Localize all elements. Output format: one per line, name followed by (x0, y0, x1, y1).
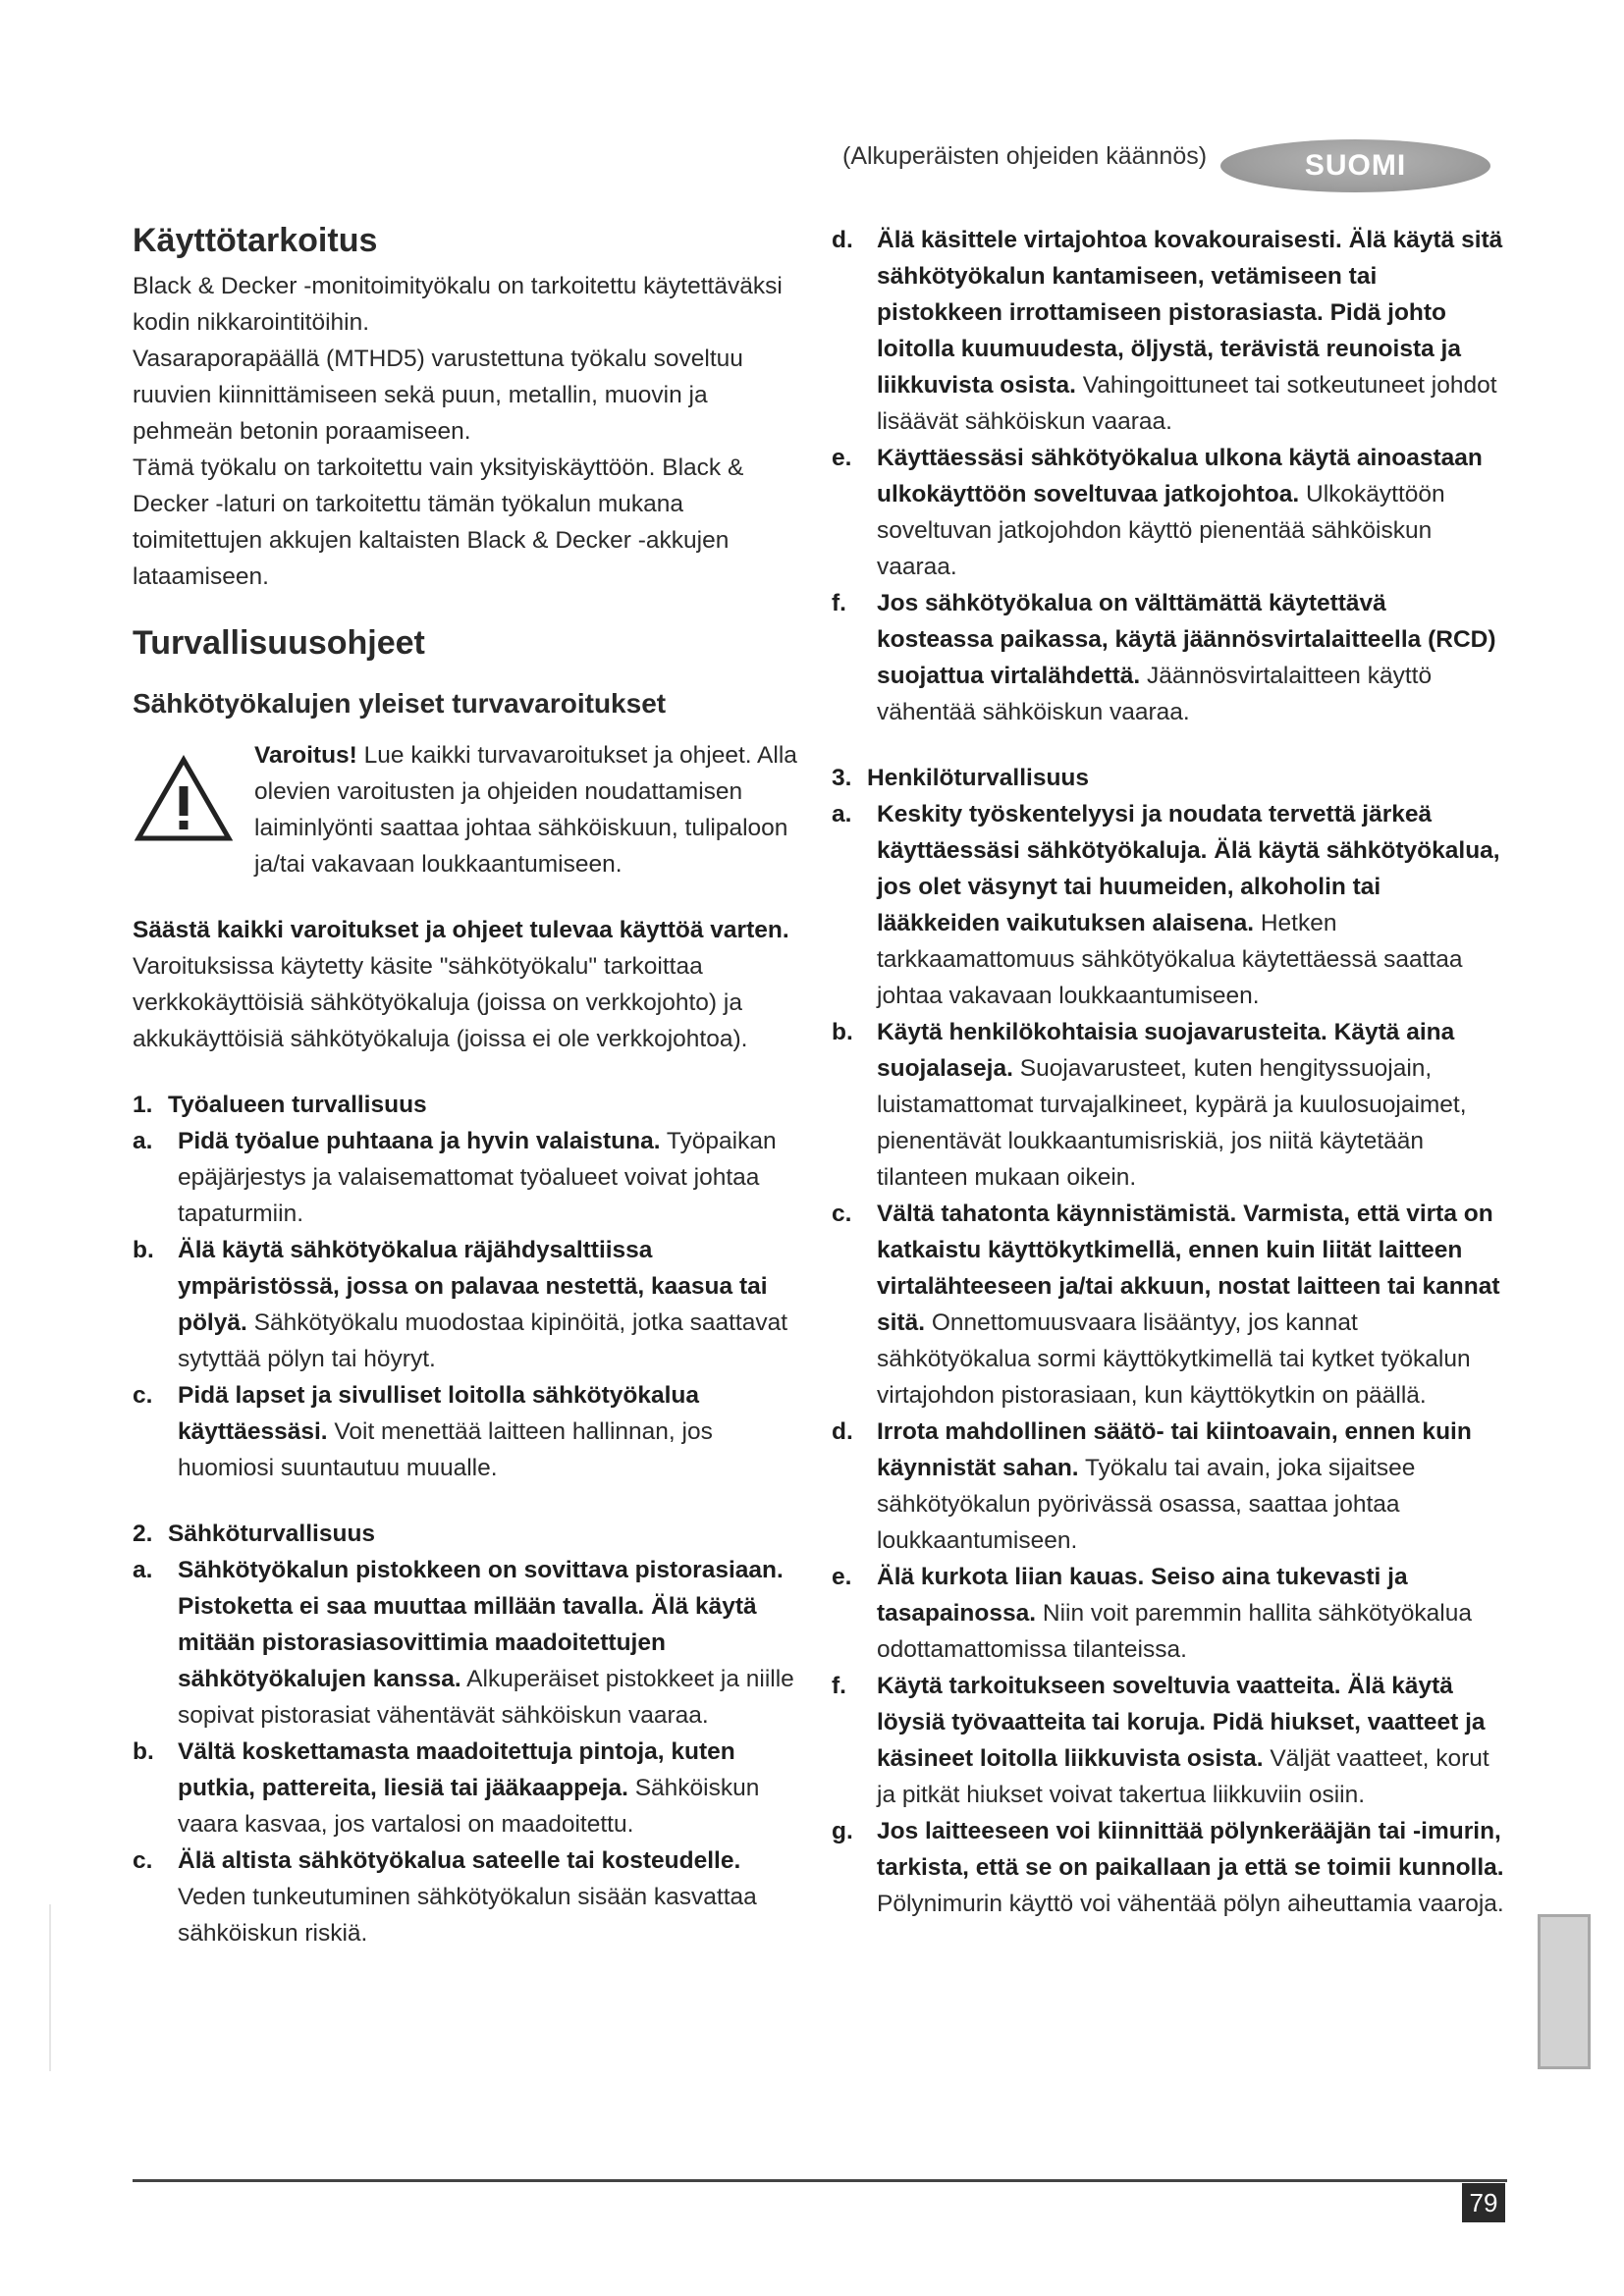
language-badge (1220, 139, 1490, 192)
list-item-2e (832, 440, 1509, 585)
item-bold: Käytä tarkoitukseen soveltuvia vaatteita. Älä käytä löysiä työvaatteita tai koruja. Pidä hiukset, vaatteet ja käsineet loitolla liikkuvista osista. (877, 1673, 1486, 1772)
section-3-title: Henkilöturvallisuus (867, 765, 1090, 791)
item-text: Veden tunkeutuminen sähkötyökalun sisään kasvattaa sähköiskun riskiä. (178, 1884, 757, 1947)
scan-edge-line (49, 1904, 51, 2071)
item-text: Ulkokäyttöön soveltuvan jatkojohdon käyttö pienentää sähköiskun vaaraa. (877, 481, 1445, 580)
list-item-3a (832, 796, 1509, 1014)
item-bold: Pidä työalue puhtaana ja hyvin valaistuna. (178, 1128, 661, 1154)
section-3-number: 3. (832, 765, 852, 791)
intended-use-paragraph-3: Tämä työkalu on tarkoitettu vain yksityiskäyttöön. Black & Decker -laturi on tarkoitettu tämän työkalun mukana toimitettujen akkujen kaltaisten Black & Decker -akkujen lataamiseen. (133, 454, 744, 590)
item-label: b. (133, 1237, 154, 1263)
intended-use-paragraph-1: Black & Decker -monitoimityökalu on tarkoitettu käytettäväksi kodin nikkarointitöihin. (133, 273, 783, 336)
item-bold: Käytä henkilökohtaisia suojavarusteita. Käytä aina suojalaseja. (877, 1019, 1455, 1082)
item-label: b. (832, 1019, 853, 1045)
list-item-1a (133, 1123, 808, 1232)
warning-block (133, 737, 808, 882)
item-label: g. (832, 1818, 853, 1844)
item-bold: Keskity työskentelyysi ja noudata tervettä järkeä käyttäessäsi sähkötyökaluja. Älä käytä sähkötyökalua, jos olet väsynyt tai huumeiden, alkoholin tai lääkkeiden vaikutuksen alaisena. (877, 801, 1500, 936)
item-text: Pölynimurin käyttö voi vähentää pölyn aiheuttamia vaaroja. (877, 1891, 1504, 1917)
item-text: Sähköiskun vaara kasvaa, jos vartalosi on maadoitettu. (178, 1775, 760, 1838)
item-bold: Vältä tahatonta käynnistämistä. Varmista, että virta on katkaistu käyttökytkimellä, ennen kuin liität laitteen virtalähteeseen ja/tai akkuun, nostat laitteen tai kannat sitä. (877, 1201, 1500, 1336)
item-label: a. (832, 801, 852, 828)
warning-triangle-icon (135, 755, 233, 843)
item-text: Suojavarusteet, kuten hengityssuojain, luistamattomat turvajalkineet, kypärä ja kuulosuojaimet, pienentävät loukkaantumisriskiä, jos niitä käytetään tilanteen mukaan oikein. (877, 1055, 1467, 1191)
item-label: a. (133, 1557, 153, 1583)
item-label: e. (832, 1564, 852, 1590)
intended-use-paragraph-2: Vasaraporapäällä (MTHD5) varustettuna työkalu soveltuu ruuvien kiinnittämiseen sekä puun, metallin, muovin ja pehmeän betonin poraamiseen. (133, 346, 743, 445)
item-text: Sähkötyökalu muodostaa kipinöitä, jotka saattavat sytyttää pölyn tai höyryt. (178, 1309, 788, 1372)
list-item-1c (133, 1377, 808, 1486)
item-bold: Älä käsittele virtajohtoa kovakouraisesti. Älä käytä sitä sähkötyökalun kantamiseen, vetämiseen tai pistokkeen irrottamiseen pistorasiasta. Pidä johto loitolla kuumuudesta, öljystä, terävistä reunoista ja liikkuvista osista. (877, 227, 1503, 399)
language-label: SUOMI (1304, 149, 1407, 182)
warning-text (254, 737, 808, 882)
item-label: d. (832, 227, 853, 253)
list-item-3d (832, 1414, 1509, 1559)
list-item-3c (832, 1196, 1509, 1414)
item-bold: Vältä koskettamasta maadoitettuja pintoja, kuten putkia, pattereita, liesiä tai jääkaappeja. (178, 1738, 735, 1801)
item-text: Työkalu tai avain, joka sijaitsee sähkötyökalun pyörivässä osassa, saattaa johtaa loukkaantumiseen. (877, 1455, 1416, 1554)
section-1-heading (133, 1087, 808, 1123)
item-label: c. (133, 1847, 153, 1874)
item-bold: Jos laitteeseen voi kiinnittää pölynkerääjän tai -imurin, tarkista, että se on paikallaan ja että se toimii kunnolla. (877, 1818, 1504, 1881)
item-bold: Älä kurkota liian kauas. Seiso aina tukevasti ja tasapainossa. (877, 1564, 1408, 1627)
safety-subheading: Sähkötyökalujen yleiset turvavaroitukset (133, 688, 667, 719)
section-3-heading (832, 760, 1509, 796)
section-2-number: 2. (133, 1521, 153, 1547)
item-bold: Sähkötyökalun pistokkeen on sovittava pistorasiaan. Pistoketta ei saa muuttaa millään tavalla. Älä käytä mitään pistorasiasovittimia maadoitettujen sähkötyökalujen kanssa. (178, 1557, 784, 1692)
item-label: a. (133, 1128, 153, 1154)
right-column (832, 222, 1509, 1922)
list-item-3f (832, 1668, 1509, 1813)
item-text: Väljät vaatteet, korut ja pitkät hiukset voivat takertua liikkuviin osiin. (877, 1745, 1489, 1808)
list-item-2c (133, 1842, 808, 1951)
item-bold: Irrota mahdollinen säätö- tai kiintoavain, ennen kuin käynnistät sahan. (877, 1418, 1472, 1481)
list-item-3b (832, 1014, 1509, 1196)
item-bold: Jos sähkötyökalua on välttämättä käytettävä kosteassa paikassa, käytä jäännösvirtalaitteella (RCD) suojattua virtalähdettä. (877, 590, 1496, 689)
save-instructions (133, 912, 808, 1057)
section-1-number: 1. (133, 1092, 153, 1118)
thumb-index-tab (1538, 1914, 1591, 2069)
safety-heading: Turvallisuusohjeet (133, 624, 425, 662)
warning-label: Varoitus! (254, 742, 357, 769)
item-text: Voit menettää laitteen hallinnan, jos huomiosi suuntautuu muualle. (178, 1418, 713, 1481)
item-bold: Älä käytä sähkötyökalua räjähdysalttiissa ympäristössä, jossa on palavaa nestettä, kaasua tai pölyä. (178, 1237, 768, 1336)
intended-use-heading: Käyttötarkoitus (133, 222, 378, 259)
list-item-2d (832, 222, 1509, 440)
translation-note: (Alkuperäisten ohjeiden käännös) (842, 142, 1208, 170)
list-item-3e (832, 1559, 1509, 1668)
save-instructions-bold: Säästä kaikki varoitukset ja ohjeet tulevaa käyttöä varten. (133, 917, 789, 943)
list-item-1b (133, 1232, 808, 1377)
item-text: Onnettomuusvaara lisääntyy, jos kannat sähkötyökalua sormi käyttökytkimellä tai kytket työkalun virtajohdon pistorasiaan, kun käyttökytkin on päällä. (877, 1309, 1471, 1409)
warning-body: Lue kaikki turvavaroitukset ja ohjeet. Alla olevien varoitusten ja ohjeiden noudattamisen laiminlyönti saattaa johtaa sähköiskuun, tulipaloon ja/tai vakavaan loukkaantumiseen. (254, 742, 797, 878)
footer-rule (133, 2179, 1507, 2182)
item-label: b. (133, 1738, 154, 1765)
item-label: c. (832, 1201, 852, 1227)
item-label: e. (832, 445, 852, 471)
save-instructions-body: Varoituksissa käytetty käsite "sähkötyökalu" tarkoittaa verkkokäyttöisiä sähkötyökaluja (joissa on verkkojohto) ja akkukäyttöisiä sähkötyökaluja (joissa ei ole verkkojohtoa). (133, 953, 748, 1052)
item-text: Niin voit paremmin hallita sähkötyökalua odottamattomissa tilanteissa. (877, 1600, 1472, 1663)
item-text: Alkuperäiset pistokkeet ja niille sopivat pistorasiat vähentävät sähköiskun vaaraa. (178, 1666, 794, 1729)
list-item-2f (832, 585, 1509, 730)
section-1-title: Työalueen turvallisuus (168, 1092, 427, 1118)
list-item-2b (133, 1734, 808, 1842)
item-label: d. (832, 1418, 853, 1445)
item-label: f. (832, 1673, 846, 1699)
item-bold: Pidä lapset ja sivulliset loitolla sähkötyökalua käyttäessäsi. (178, 1382, 700, 1445)
list-item-2a (133, 1552, 808, 1734)
item-text: Työpaikan epäjärjestys ja valaisemattomat työalueet voivat johtaa tapaturmiin. (178, 1128, 777, 1227)
item-text: Hetken tarkkaamattomuus sähkötyökalua käytettäessä saattaa johtaa vakavaan loukkaantumiseen. (877, 910, 1463, 1009)
item-bold: Käyttäessäsi sähkötyökalua ulkona käytä ainoastaan ulkokäyttöön soveltuvaa jatkojohtoa. (877, 445, 1483, 507)
item-label: f. (832, 590, 846, 616)
list-item-3g (832, 1813, 1509, 1922)
item-text: Jäännösvirtalaitteen käyttö vähentää sähköiskun vaaraa. (877, 663, 1433, 725)
item-label: c. (133, 1382, 153, 1409)
section-2-title: Sähköturvallisuus (168, 1521, 376, 1547)
section-2-heading (133, 1516, 808, 1552)
item-bold: Älä altista sähkötyökalua sateelle tai kosteudelle. (178, 1847, 741, 1874)
page-number: 79 (1462, 2183, 1505, 2222)
left-column (133, 222, 808, 1951)
item-text: Vahingoittuneet tai sotkeutuneet johdot lisäävät sähköiskun vaaraa. (877, 372, 1497, 435)
